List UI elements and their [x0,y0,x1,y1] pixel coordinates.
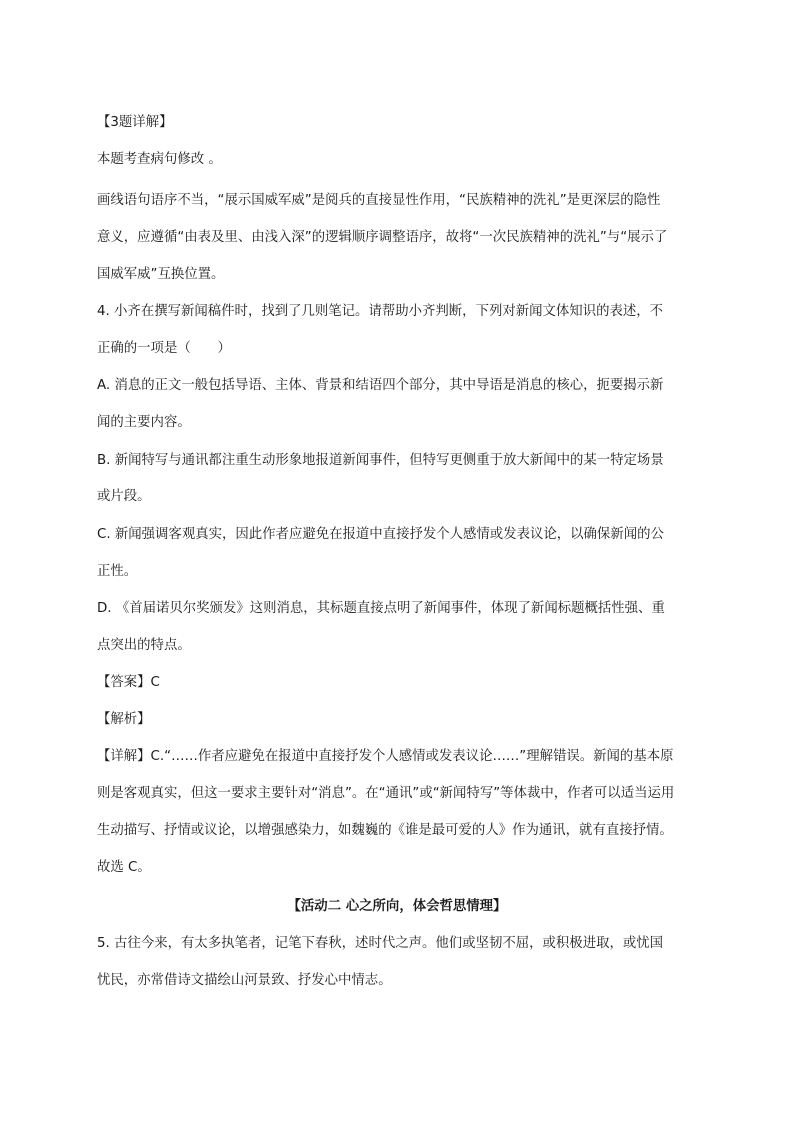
q4-detail-line-3: 生动描写、抒情或议论，以增强感染力，如魏巍的《谁是最可爱的人》作为通讯，就有直接抒情。 [97,823,673,838]
q4-option-d-line-1: D. 《首届诺贝尔奖颁发》这则消息，其标题直接点明了新闻事件，体现了新闻标题概括性强、重 [97,601,665,616]
activity-title: 【活动二 心之所向，体会哲思情理】 [287,899,507,914]
q4-option-b-line-2: 或片段。 [97,489,151,504]
q4-option-b-line-1: B. 新闻特写与通讯都注重生动形象地报道新闻事件，但特写更侧重于放大新闻中的某一特定场景 [97,453,664,468]
q3-explanation-line-3: 国威军威”互换位置。 [97,267,225,282]
q4-stem-line-1: 4. 小齐在撰写新闻稿件时，找到了几则笔记。请帮助小齐判断，下列对新闻文体知识的表述，不 [97,304,664,319]
q4-option-a-line-1: A. 消息的正文一般包括导语、主体、背景和结语四个部分，其中导语是消息的核心，扼要揭示新 [97,378,664,393]
q3-intro: 本题考查病句修改 。 [97,152,222,167]
q4-detail-line-4: 故选 C。 [97,860,151,875]
q4-stem-line-2: 正确的一项是（ ） [97,341,231,356]
q5-stem-line-2: 忧民，亦常借诗文描绘山河景致、抒发心中情志。 [97,973,392,988]
q4-detail-line-2: 则是客观真实，但这一要求主要针对“消息”。在“通讯”或“新闻特写”等体裁中，作者可以适当运用 [97,786,675,801]
q4-answer: 【答案】C [97,675,160,690]
q5-stem-line-1: 5. 古往今来，有太多执笔者，记笔下春秋，述时代之声。他们或坚韧不屈，或积极进取，或忧国 [97,936,664,951]
q3-explanation-line-2: 意义，应遵循“由表及里、由浅入深”的逻辑顺序调整语序，故将“一次民族精神的洗礼”与“展示了 [97,230,668,245]
q3-detail-heading: 【3题详解】 [97,115,173,130]
q4-option-d-line-2: 点突出的特点。 [97,638,191,653]
q4-detail-line-1: 【详解】C.“……作者应避免在报道中直接抒发个人感情或发表议论……”理解错误。新闻的基本原 [97,749,674,764]
q4-option-c-line-2: 正性。 [97,564,138,579]
q4-option-c-line-1: C. 新闻强调客观真实，因此作者应避免在报道中直接抒发个人感情或发表议论，以确保新闻的公 [97,527,664,542]
q4-option-a-line-2: 闻的主要内容。 [97,415,191,430]
q3-explanation-line-1: 画线语句语序不当，“展示国威军威”是阅兵的直接显性作用，“民族精神的洗礼”是更深层的隐性 [97,193,661,208]
q4-analysis-heading: 【解析】 [97,712,151,727]
